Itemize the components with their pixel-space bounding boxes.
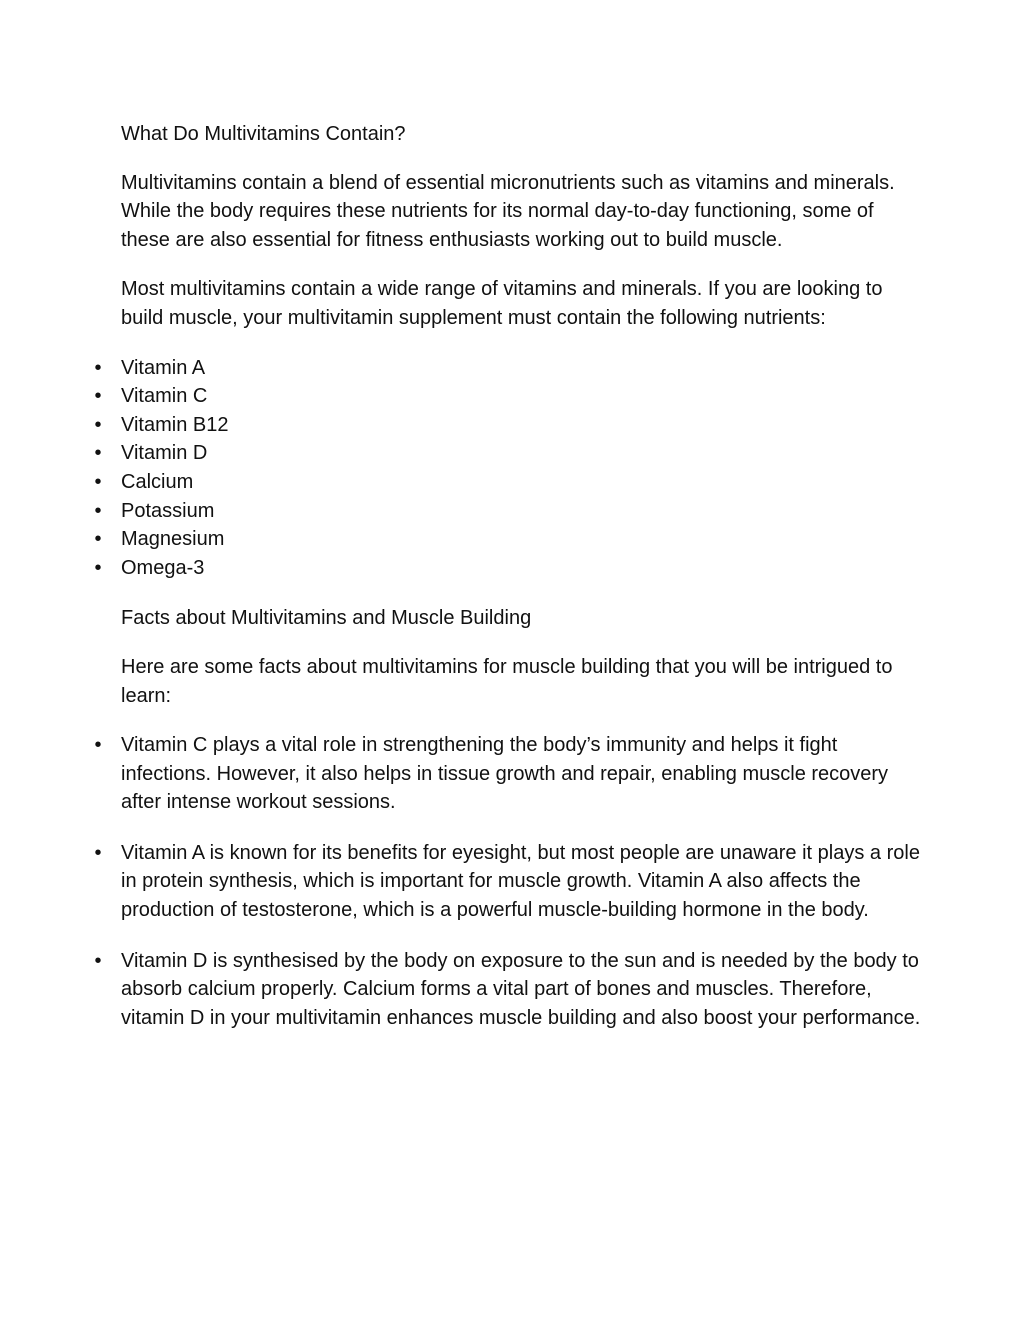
list-item: • Vitamin B12 [121,411,921,440]
list-item: • Vitamin C [121,382,921,411]
paragraph-facts-intro: Here are some facts about multivitamins for muscle building that you will be intrigued to learn: [121,655,893,707]
nutrient-list [94,354,921,583]
bullet-icon: • [94,385,102,408]
section-heading-facts: Facts about Multivitamins and Muscle Building [121,607,532,630]
list-item: • Calcium [121,468,921,497]
bullet-icon: • [94,442,102,465]
bullet-icon: • [94,528,102,551]
list-item: • Potassium [121,497,921,526]
list-item: • Vitamin A is known for its benefits for eyesight, but most people are unaware it plays a role in protein synthesis, which is important for muscle growth. Vitamin A also affects the production of testosterone, which is a powerful muscle-building hormone in the body. [121,839,921,925]
section-heading-contents: What Do Multivitamins Contain? [121,123,406,145]
facts-list [94,731,921,1032]
bullet-icon: • [94,499,102,522]
bullet-icon: • [94,949,102,972]
bullet-icon: • [94,841,102,864]
document-body [94,120,921,1054]
bullet-icon: • [94,470,102,493]
paragraph-intro: Multivitamins contain a blend of essential micronutrients such as vitamins and minerals. While the body requires these nutrients for its normal day-to-day functioning, some of these are also essential for fitness enthusiasts working out to build muscle. [121,171,895,251]
list-item: • Vitamin D [121,439,921,468]
bullet-icon: • [94,413,102,436]
list-item: • Vitamin A [121,354,921,383]
list-item: • Vitamin C plays a vital role in strengthening the body’s immunity and helps it fight infections. However, it also helps in tissue growth and repair, enabling muscle recovery after intense workout sessions. [121,731,921,817]
bullet-icon: • [94,734,102,757]
bullet-icon: • [94,356,102,379]
list-item: • Vitamin D is synthesised by the body on exposure to the sun and is needed by the body to absorb calcium properly. Calcium forms a vital part of bones and muscles. Therefore, vitamin D in your multivitamin enhances muscle building and also boost your performance. [121,947,921,1033]
bullet-icon: • [94,556,102,579]
list-item: • Omega-3 [121,554,921,583]
paragraph-nutrients-intro: Most multivitamins contain a wide range of vitamins and minerals. If you are looking to build muscle, your multivitamin supplement must contain the following nutrients: [121,278,883,329]
list-item: • Magnesium [121,525,921,554]
